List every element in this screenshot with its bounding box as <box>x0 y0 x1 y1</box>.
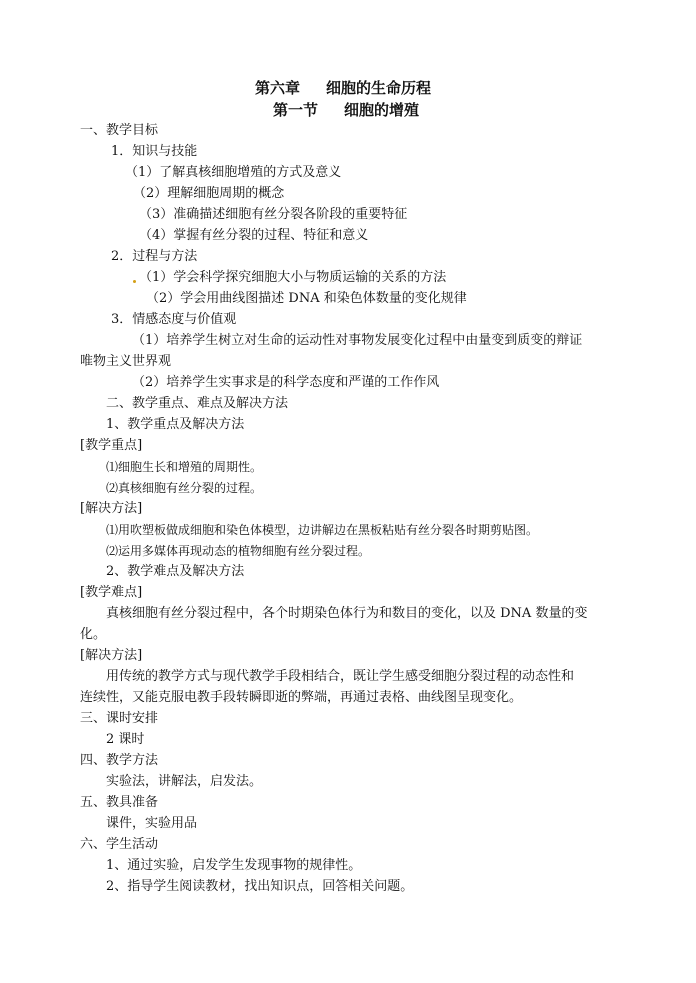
subheading-knowledge-skills: 1．知识与技能 <box>111 144 198 159</box>
heading-student-activities: 六、学生活动 <box>80 837 159 852</box>
solution-paragraph: 用传统的教学方式与现代教学手段相结合，既让学生感受细胞分裂过程的动态性和 <box>106 669 575 684</box>
bracket-heading-solutions: [解决方法] <box>80 501 143 516</box>
difficulty-text: 真核细胞有丝分裂过程中，各个时期染色体行为和数目的变化，以及 DNA 数量的变 <box>106 606 588 621</box>
goal-item: （1）学会科学探究细胞大小与物质运输的关系的方法 <box>139 270 447 285</box>
bracket-heading-key-points: [教学重点] <box>80 438 143 453</box>
section-name: 细胞的增殖 <box>344 101 420 119</box>
heading-materials: 五、教具准备 <box>80 795 159 810</box>
chapter-number: 第六章 <box>255 79 301 97</box>
solution-item: ⑵运用多媒体再现动态的植物细胞有丝分裂过程。 <box>106 544 371 558</box>
chapter-name: 细胞的生命历程 <box>326 79 432 97</box>
heading-teaching-methods: 四、教学方法 <box>80 753 159 768</box>
bracket-heading-difficulties: [教学难点] <box>80 585 143 600</box>
materials-value: 课件，实验用品 <box>106 816 198 831</box>
teaching-methods-value: 实验法，讲解法，启发法。 <box>106 774 263 789</box>
goal-item: （2）理解细胞周期的概念 <box>133 186 285 201</box>
subheading-process-method: 2．过程与方法 <box>111 249 198 264</box>
heading-key-points: 二、教学重点、难点及解决方法 <box>106 396 289 411</box>
difficulty-text-continued: 化。 <box>80 627 107 642</box>
heading-schedule: 三、课时安排 <box>80 711 159 726</box>
subheading-difficulties-solutions: 2、教学难点及解决方法 <box>106 564 245 579</box>
goal-item: （2）培养学生实事求是的科学态度和严谨的工作作风 <box>132 375 440 390</box>
schedule-value: 2 课时 <box>106 732 145 747</box>
bracket-heading-solutions: [解决方法] <box>80 648 143 663</box>
goal-item: （1）培养学生树立对生命的运动性对事物发展变化过程中由量变到质变的辩证 <box>132 333 583 348</box>
chapter-title <box>255 78 431 98</box>
section-number: 第一节 <box>273 101 319 119</box>
section-title <box>273 100 419 120</box>
activity-item: 2、指导学生阅读教材，找出知识点，回答相关问题。 <box>106 879 414 894</box>
goal-item: （3）准确描述细胞有丝分裂各阶段的重要特征 <box>139 207 408 222</box>
goal-item: （1）了解真核细胞增殖的方式及意义 <box>125 165 342 180</box>
activity-item: 1、通过实验，启发学生发现事物的规律性。 <box>106 858 362 873</box>
subheading-key-points-solutions: 1、教学重点及解决方法 <box>106 417 245 432</box>
solution-paragraph-continued: 连续性，又能克服电教手段转瞬即逝的弊端，再通过表格、曲线图呈现变化。 <box>80 690 523 705</box>
key-point-item: ⑴细胞生长和增殖的周期性。 <box>106 460 263 474</box>
solution-item: ⑴用吹塑板做成细胞和染色体模型，边讲解边在黑板粘贴有丝分裂各时期剪贴图。 <box>106 523 539 537</box>
stray-mark <box>133 280 136 283</box>
goal-item: （2）学会用曲线图描述 DNA 和染色体数量的变化规律 <box>146 291 467 306</box>
key-point-item: ⑵真核细胞有丝分裂的过程。 <box>106 481 263 495</box>
goal-item-continued: 唯物主义世界观 <box>80 354 172 369</box>
heading-teaching-goals: 一、教学目标 <box>80 123 159 138</box>
subheading-attitude-values: 3．情感态度与价值观 <box>111 312 237 327</box>
goal-item: （4）掌握有丝分裂的过程、特征和意义 <box>139 228 369 243</box>
